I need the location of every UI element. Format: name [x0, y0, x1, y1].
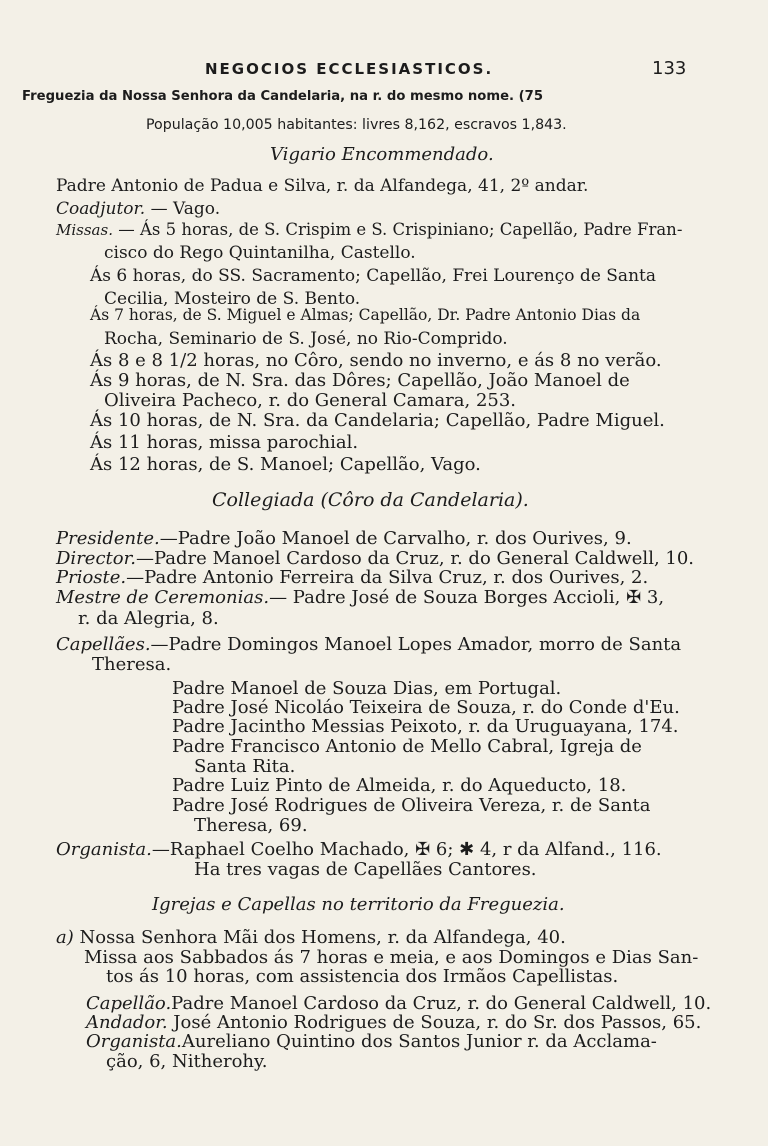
capellao-entry: Padre José Nicoláo Teixeira de Souza, r. do Conde d'Eu.: [172, 697, 680, 718]
mestre-value: — Padre José de Souza Borges Accioli, ✠ 3,: [269, 587, 665, 608]
item-marker: a): [56, 927, 74, 948]
director-value: —Padre Manoel Cardoso da Cruz, r. do General Caldwell, 10.: [135, 548, 695, 569]
page-number: 133: [652, 58, 687, 79]
mass-entry: Ás 9 horas, de N. Sra. das Dôres; Capellão, João Manoel de: [90, 370, 630, 391]
capellao-value: Padre Manoel Cardoso da Cruz, r. do General Caldwell, 10.: [171, 993, 712, 1014]
mass-entry: Ás 12 horas, de S. Manoel; Capellão, Vago.: [90, 454, 481, 475]
vicar-line: Padre Antonio de Padua e Silva, r. da Alfandega, 41, 2º andar.: [56, 176, 589, 196]
organista2-value: Aureliano Quintino dos Santos Junior r. da Acclama-: [181, 1031, 657, 1052]
andador-label: Andador.: [86, 1012, 168, 1033]
mass-entry: — Ás 5 horas, de S. Crispim e S. Crispiniano; Capellão, Padre Fran-: [112, 220, 683, 239]
organista2-line: [86, 1033, 657, 1051]
andador-line: [86, 1014, 701, 1032]
mass-entry: Ás 8 e 8 1/2 horas, no Côro, sendo no inverno, e ás 8 no verão.: [90, 350, 662, 371]
organista-value: —Raphael Coelho Machado, ✠ 6; ✱ 4, r da Alfand., 116.: [151, 839, 662, 860]
capellao-label: Capellão.: [86, 993, 172, 1014]
parish-heading: Freguezia da Nossa Senhora da Candelaria, na r. do mesmo nome. (75: [22, 89, 544, 104]
presidente-value: —Padre João Manoel de Carvalho, r. dos Ourives, 9.: [159, 528, 632, 549]
mestre-label: Mestre de Ceremonias.: [56, 587, 270, 608]
andador-value: José Antonio Rodrigues de Souza, r. do Sr. dos Passos, 65.: [167, 1012, 702, 1033]
presidente-label: Presidente.: [56, 528, 160, 549]
capellao-entry: Theresa, 69.: [194, 815, 308, 836]
collegiada-title: Collegiada (Côro da Candelaria).: [212, 489, 529, 511]
capellaes-value: —Padre Domingos Manoel Lopes Amador, morro de Santa: [150, 634, 682, 655]
vicar-title: Vigario Encommendado.: [270, 144, 494, 165]
capellao-entry: Padre Francisco Antonio de Mello Cabral, Igreja de: [172, 736, 642, 757]
mass-entry: cisco do Rego Quintanilha, Castello.: [104, 243, 416, 263]
capellaes-line: [56, 636, 681, 654]
capellao-entry: Santa Rita.: [194, 756, 296, 777]
director-label: Director.: [56, 548, 136, 569]
igrejas-title: Igrejas e Capellas no territorio da Freguezia.: [152, 894, 565, 915]
population-line: População 10,005 habitantes: livres 8,162, escravos 1,843.: [146, 117, 567, 133]
mass-entry: Ás 6 horas, do SS. Sacramento; Capellão, Frei Lourenço de Santa: [90, 266, 656, 286]
capellaes-cont: Theresa.: [92, 654, 172, 675]
capellaes-label: Capellães.: [56, 634, 151, 655]
capellao-entry: Padre José Rodrigues de Oliveira Vereza, r. de Santa: [172, 795, 651, 816]
mass-entry: Cecilia, Mosteiro de S. Bento.: [104, 289, 361, 309]
coadjutor-value: — Vago.: [145, 199, 221, 219]
item-missa: Missa aos Sabbados ás 7 horas e meia, e aos Domingos e Dias San-: [84, 947, 699, 968]
prioste-label: Prioste.: [56, 567, 127, 588]
organista-label: Organista.: [56, 839, 152, 860]
mestre-cont: r. da Alegria, 8.: [78, 608, 219, 629]
vagas-line: Ha tres vagas de Capellães Cantores.: [194, 859, 537, 880]
capellao-entry: Padre Manoel de Souza Dias, em Portugal.: [172, 678, 562, 699]
director-line: [56, 550, 694, 568]
mass-entry: Ás 10 horas, de N. Sra. da Candelaria; Capellão, Padre Miguel.: [90, 410, 665, 431]
mass-entry: Rocha, Seminario de S. José, no Rio-Comprido.: [104, 329, 508, 349]
capellao-entry: Padre Luiz Pinto de Almeida, r. do Aqueducto, 18.: [172, 775, 627, 796]
capellao-entry: Padre Jacintho Messias Peixoto, r. da Uruguayana, 174.: [172, 716, 679, 737]
organista-line: [56, 841, 662, 859]
capellao-line: [86, 995, 711, 1013]
igreja-item: [56, 929, 566, 947]
masses-line: [56, 222, 682, 239]
prioste-line: [56, 569, 648, 587]
masses-label: Missas.: [56, 221, 113, 239]
mass-entry: Ás 11 horas, missa parochial.: [90, 432, 359, 453]
running-header: NEGOCIOS ECCLESIASTICOS.: [205, 60, 494, 78]
organista2-label: Organista.: [86, 1031, 182, 1052]
organista2-cont: ção, 6, Nitherohy.: [106, 1051, 268, 1072]
coadjutor-line: [56, 201, 220, 218]
item-name: Nossa Senhora Mãi dos Homens, r. da Alfandega, 40.: [79, 927, 566, 948]
mass-entry: Ás 7 horas, de S. Miguel e Almas; Capellão, Dr. Padre Antonio Dias da: [90, 306, 641, 324]
presidente-line: [56, 530, 632, 548]
prioste-value: —Padre Antonio Ferreira da Silva Cruz, r. dos Ourives, 2.: [126, 567, 649, 588]
mestre-line: [56, 589, 664, 607]
coadjutor-label: Coadjutor.: [56, 199, 146, 219]
item-missa-cont: tos ás 10 horas, com assistencia dos Irmãos Capellistas.: [106, 966, 619, 987]
mass-entry: Oliveira Pacheco, r. do General Camara, 253.: [104, 390, 517, 411]
